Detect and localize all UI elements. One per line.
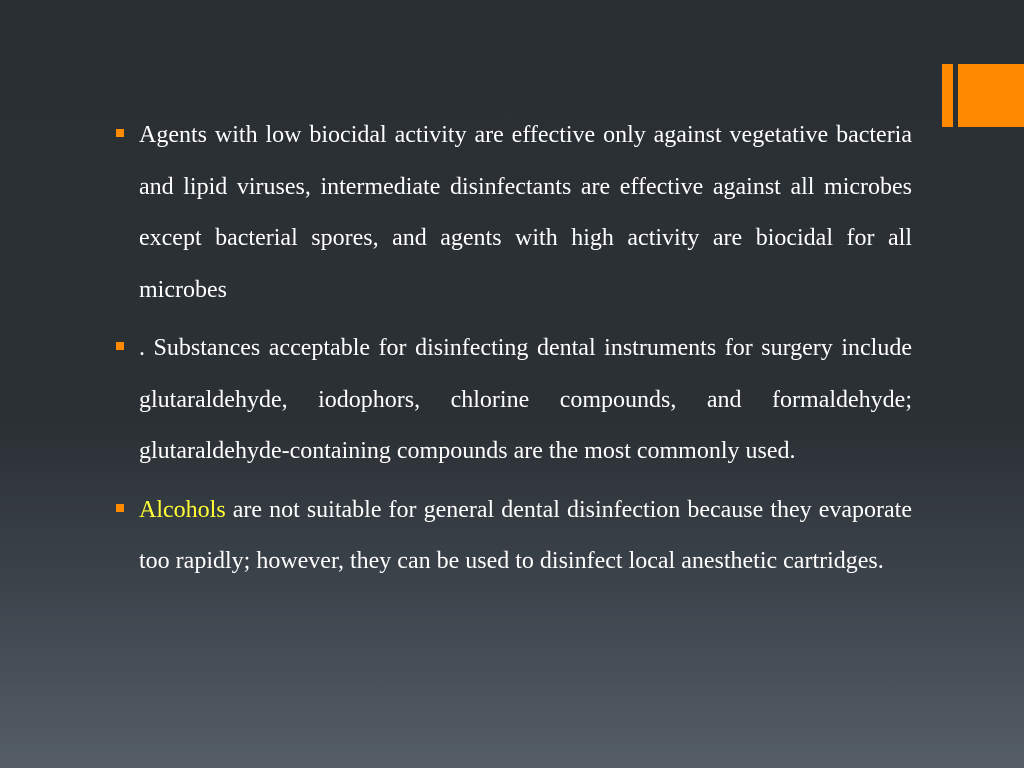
bullet-body: . Substances acceptable for disinfecting dental instruments for surgery include glutaraldehyde, iodophors, chlorine compounds, and formaldehyde; glutaraldehyde-containing compounds are the most commonly used.	[139, 335, 912, 464]
square-bullet-icon	[116, 504, 124, 512]
square-bullet-icon	[116, 129, 124, 137]
bullet-text	[139, 323, 912, 478]
square-bullet-icon	[116, 342, 124, 350]
bullet-body: are not suitable for general dental disinfection because they evaporate too rapidly; however, they can be used to disinfect local anesthetic cartridges.	[139, 496, 912, 574]
bullet-item-2	[116, 323, 912, 478]
bullet-item-1	[116, 110, 912, 316]
bullet-text	[139, 110, 912, 316]
corner-accent-decoration	[942, 64, 1024, 127]
accent-bar-thin	[942, 64, 953, 127]
bullet-text	[139, 485, 912, 588]
accent-bar-wide	[958, 64, 1024, 127]
bullet-highlight: Alcohols	[139, 496, 226, 523]
bullet-body: Agents with low biocidal activity are effective only against vegetative bacteria and lipid viruses, intermediate disinfectants are effective against all microbes except bacterial spores, and agents with high activity are biocidal for all microbes	[139, 122, 912, 303]
bullet-item-3	[116, 485, 912, 588]
slide-content	[116, 110, 912, 595]
